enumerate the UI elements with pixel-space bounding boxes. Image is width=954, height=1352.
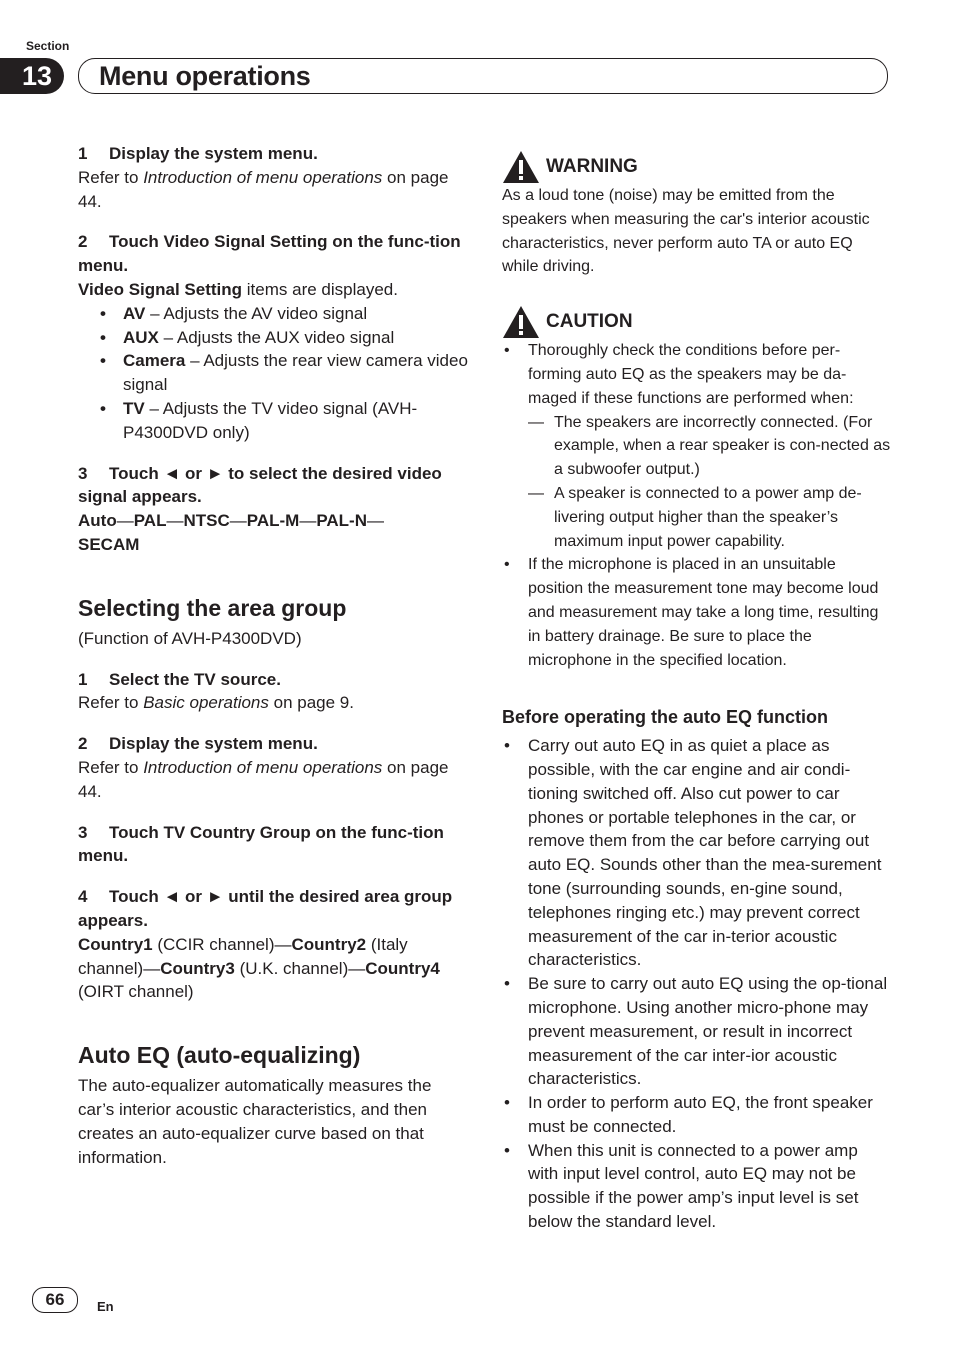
- function-note: (Function of AVH-P4300DVD): [78, 628, 302, 648]
- list-item: • If the microphone is placed in an unsuitable position the measurement tone may become loud and measurement may take a long time, resulting in battery drainage. Be sure to place the microphone in the specified location.: [502, 553, 892, 672]
- step-instruction: Refer to Introduction of menu operations on page 44.: [78, 757, 449, 801]
- step-instruction: Video Signal Setting items are displayed.: [78, 279, 398, 299]
- cross-reference: Introduction of menu operations: [143, 757, 383, 777]
- heading-auto-eq: Auto EQ (auto-equalizing): [78, 1042, 361, 1069]
- step-touch-video-signal: 2 Touch Video Signal Setting on the func-tion menu.: [78, 232, 461, 276]
- step-instruction: Refer to Introduction of menu operations on page 44.: [78, 167, 449, 211]
- list-item: • AV – Adjusts the AV video signal: [100, 302, 468, 326]
- list-item: • Camera – Adjusts the rear view camera video signal: [100, 349, 468, 397]
- page-title-box: [78, 58, 888, 94]
- cross-reference: Basic operations: [143, 693, 269, 713]
- warning-label: WARNING: [546, 156, 638, 178]
- language-code: En: [97, 1299, 114, 1314]
- section-label: Section: [26, 39, 70, 53]
- heading-selecting-area-group: Selecting the area group: [78, 594, 347, 621]
- step-select-video-signal: 3 Touch ◄ or ► to select the desired video signal appears.: [78, 463, 442, 507]
- list-item: • Be sure to carry out auto EQ using the op-tional microphone. Using another micro-phone may prevent measurement, or result in incorrect measurement of the car inter-ior acoustic characteristics.: [502, 972, 892, 1091]
- caution-list: [502, 339, 892, 672]
- caution-block: [502, 305, 892, 672]
- step-select-tv-source: 1 Select the TV source.: [78, 669, 281, 689]
- section-number-badge: 13: [0, 58, 64, 94]
- step-display-system-menu: 2 Display the system menu.: [78, 734, 318, 754]
- right-column: [502, 150, 892, 1234]
- before-auto-eq-list: [502, 734, 892, 1234]
- left-column: [78, 142, 468, 1169]
- list-item: • In order to perform auto EQ, the front speaker must be connected.: [502, 1091, 892, 1139]
- cross-reference: Introduction of menu operations: [143, 167, 383, 187]
- list-item: • When this unit is connected to a power amp with input level control, auto EQ may not be possible if the power amp’s input level is set below the standard level.: [502, 1139, 892, 1234]
- list-item: — The speakers are incorrectly connected. (For example, when a rear speaker is con-nected as a subwoofer output.): [528, 411, 892, 482]
- page-number: 66: [32, 1287, 78, 1313]
- caution-sublist: [528, 411, 892, 554]
- video-signal-sequence: Auto—PAL—NTSC—PAL-M—PAL-N— SECAM: [78, 511, 384, 554]
- warning-block: [502, 150, 892, 279]
- step-display-system-menu: 1 Display the system menu.: [78, 144, 318, 163]
- caution-label: CAUTION: [546, 311, 633, 333]
- step-instruction: Refer to Basic operations on page 9.: [78, 693, 354, 713]
- country-sequence: Country1 (CCIR channel)—Country2 (Italy channel)—Country3 (U.K. channel)—Country4 (OIRT channel): [78, 934, 440, 1002]
- list-item: • Carry out auto EQ in as quiet a place as possible, with the car engine and air condi-tioning switched off. Also cut power to car phones or portable telephones in the car, or remove them from the car before carrying out auto EQ. Sounds other than the mea-surement tone (surrounding sounds, en-gine sound, telephones ringing etc.) may prevent correct measurement of the car in-terior acoustic characteristics.: [502, 734, 892, 972]
- list-item: • AUX – Adjusts the AUX video signal: [100, 326, 468, 350]
- warning-icon: [502, 150, 540, 184]
- auto-eq-description: The auto-equalizer automatically measures the car’s interior acoustic characteristics, and then creates an auto-equalizer curve based on that information.: [78, 1076, 432, 1167]
- page-title: Menu operations: [99, 61, 311, 91]
- video-signal-items: [78, 302, 468, 445]
- heading-before-auto-eq: Before operating the auto EQ function: [502, 707, 829, 728]
- list-item: • TV – Adjusts the TV video signal (AVH-P4300DVD only): [100, 397, 468, 445]
- list-item: • Thoroughly check the conditions before per-forming auto EQ as the speakers may be da-maged if these functions are performed when: — The speakers are incorrectly connected. (For example, when a rear speaker is con-nected as a subwoofer output.) — A speaker is connected to a power amp de-livering output higher than the speaker’s maximum input power capability.: [502, 339, 892, 553]
- list-item: — A speaker is connected to a power amp de-livering output higher than the speaker’s maximum input power capability.: [528, 482, 892, 553]
- step-select-area-group: 4 Touch ◄ or ► until the desired area group appears.: [78, 887, 453, 930]
- step-touch-tv-country-group: 3 Touch TV Country Group on the func-tion menu.: [78, 822, 444, 866]
- warning-text: As a loud tone (noise) may be emitted from the speakers when measuring the car's interior acoustic characteristics, never perform auto TA or auto EQ while driving.: [502, 187, 870, 276]
- caution-icon: [502, 305, 540, 339]
